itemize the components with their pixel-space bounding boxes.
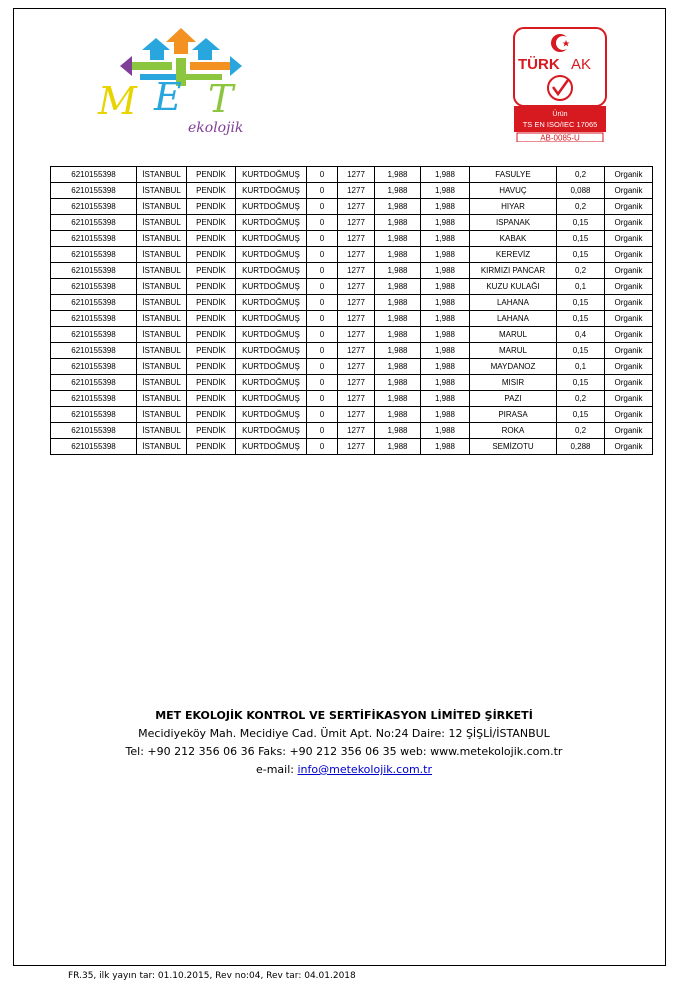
table-cell: KURTDOĞMUŞ (236, 215, 307, 231)
table-cell: 1,988 (421, 199, 470, 215)
table-cell: 1,988 (375, 423, 421, 439)
table-cell: LAHANA (470, 295, 557, 311)
table-cell: 1,988 (421, 167, 470, 183)
table-cell: 1,988 (421, 359, 470, 375)
table-cell: PENDİK (187, 343, 236, 359)
table-cell: 1,988 (421, 407, 470, 423)
table-cell: Organik (605, 295, 653, 311)
table-cell: 0,2 (557, 199, 605, 215)
table-cell: Organik (605, 439, 653, 455)
table-cell: 0,2 (557, 423, 605, 439)
table-cell: PENDİK (187, 407, 236, 423)
table-cell: Organik (605, 247, 653, 263)
table-cell: 1277 (338, 311, 375, 327)
table-row (51, 231, 653, 247)
table-cell: 0,2 (557, 263, 605, 279)
table-cell: 1277 (338, 263, 375, 279)
table-cell: Organik (605, 343, 653, 359)
table-cell: 6210155398 (51, 391, 137, 407)
table-cell: KURTDOĞMUŞ (236, 439, 307, 455)
table-cell: 0 (307, 247, 338, 263)
table-cell: 0,15 (557, 343, 605, 359)
table-row (51, 327, 653, 343)
table-cell: Organik (605, 423, 653, 439)
table-cell: 0 (307, 423, 338, 439)
table-body (51, 167, 653, 455)
table-cell: 1,988 (375, 295, 421, 311)
table-cell: İSTANBUL (137, 167, 187, 183)
table-cell: PENDİK (187, 231, 236, 247)
table-cell: 6210155398 (51, 295, 137, 311)
table-cell: KURTDOĞMUŞ (236, 391, 307, 407)
table-cell: 1,988 (421, 215, 470, 231)
table-row (51, 359, 653, 375)
table-cell: 1,988 (375, 375, 421, 391)
table-cell: 1,988 (421, 439, 470, 455)
table-cell: İSTANBUL (137, 439, 187, 455)
table-cell: 1,988 (375, 359, 421, 375)
table-cell: KURTDOĞMUŞ (236, 311, 307, 327)
table-cell: 1,988 (421, 183, 470, 199)
table-cell: 1,988 (375, 263, 421, 279)
table-cell: İSTANBUL (137, 423, 187, 439)
table-cell: 1,988 (375, 391, 421, 407)
table-cell: 0,088 (557, 183, 605, 199)
company-address: Mecidiyeköy Mah. Mecidiye Cad. Ümit Apt. No:24 Daire: 12 ŞİŞLİ/İSTANBUL (138, 727, 550, 740)
table-cell: 0 (307, 215, 338, 231)
table-cell: İSTANBUL (137, 327, 187, 343)
table-cell: 1,988 (375, 439, 421, 455)
table-row (51, 199, 653, 215)
table-cell: 0,1 (557, 279, 605, 295)
table-cell: İSTANBUL (137, 279, 187, 295)
table-cell: LAHANA (470, 311, 557, 327)
table-cell: 0,15 (557, 311, 605, 327)
logo-letter-t: T (208, 77, 234, 121)
table-cell: 6210155398 (51, 263, 137, 279)
table-cell: 1277 (338, 199, 375, 215)
table-cell: Organik (605, 263, 653, 279)
turkak-brand-a: TÜRK (518, 56, 560, 73)
table-cell: 1277 (338, 183, 375, 199)
table-cell: 0 (307, 199, 338, 215)
table-cell: PENDİK (187, 279, 236, 295)
table-cell: İSTANBUL (137, 375, 187, 391)
table-cell: 1,988 (375, 231, 421, 247)
table-cell: 1,988 (421, 295, 470, 311)
table-row (51, 311, 653, 327)
table-cell: 0 (307, 279, 338, 295)
table-cell: ROKA (470, 423, 557, 439)
table-cell: 1,988 (375, 199, 421, 215)
table-cell: KURTDOĞMUŞ (236, 247, 307, 263)
table-cell: 1277 (338, 407, 375, 423)
table-cell: 1,988 (375, 167, 421, 183)
table-cell: 1277 (338, 279, 375, 295)
table-cell: KURTDOĞMUŞ (236, 231, 307, 247)
table-row (51, 279, 653, 295)
turkak-logo (513, 27, 607, 142)
table-cell: 6210155398 (51, 311, 137, 327)
table-cell: KURTDOĞMUŞ (236, 183, 307, 199)
table-cell: PENDİK (187, 327, 236, 343)
table-cell: 1,988 (421, 231, 470, 247)
table-cell: İSTANBUL (137, 263, 187, 279)
table-cell: İSTANBUL (137, 391, 187, 407)
table-row (51, 263, 653, 279)
table-cell: PENDİK (187, 167, 236, 183)
table-cell: 1,988 (421, 375, 470, 391)
table-cell: 0,2 (557, 391, 605, 407)
table-cell: 0 (307, 343, 338, 359)
table-cell: 0,4 (557, 327, 605, 343)
table-cell: 1,988 (375, 279, 421, 295)
table-cell: 0,15 (557, 375, 605, 391)
email-label: e-mail: (255, 763, 298, 776)
table-cell: 0,288 (557, 439, 605, 455)
table-cell: İSTANBUL (137, 215, 187, 231)
table-cell: FASULYE (470, 167, 557, 183)
table-cell: İSTANBUL (137, 231, 187, 247)
table-cell: 1277 (338, 327, 375, 343)
table-cell: 0 (307, 327, 338, 343)
table-cell: İSTANBUL (137, 359, 187, 375)
table-cell: 1,988 (421, 263, 470, 279)
table-cell: KURTDOĞMUŞ (236, 279, 307, 295)
table-cell: 0 (307, 295, 338, 311)
table-cell: 0,15 (557, 247, 605, 263)
table-cell: 0 (307, 167, 338, 183)
table-cell: PENDİK (187, 311, 236, 327)
table-cell: PENDİK (187, 391, 236, 407)
table-cell: MARUL (470, 343, 557, 359)
table-cell: 1,988 (421, 327, 470, 343)
table-cell: KURTDOĞMUŞ (236, 167, 307, 183)
table-cell: KURTDOĞMUŞ (236, 263, 307, 279)
table-cell: 1,988 (421, 423, 470, 439)
table-cell: 1277 (338, 423, 375, 439)
table-cell: 6210155398 (51, 407, 137, 423)
table-cell: Organik (605, 215, 653, 231)
table-cell: KABAK (470, 231, 557, 247)
table-cell: 6210155398 (51, 359, 137, 375)
logo-letter-m: M (98, 79, 137, 123)
table-cell: 1,988 (421, 343, 470, 359)
table-cell: 6210155398 (51, 375, 137, 391)
table-cell: İSTANBUL (137, 343, 187, 359)
table-cell: 6210155398 (51, 439, 137, 455)
met-ekolojik-logo (96, 24, 266, 144)
table-cell: KUZU KULAĞI (470, 279, 557, 295)
table-cell: 1,988 (421, 279, 470, 295)
table-cell: 1,988 (421, 247, 470, 263)
table-cell: Organik (605, 183, 653, 199)
table-cell: KURTDOĞMUŞ (236, 327, 307, 343)
table-cell: PENDİK (187, 423, 236, 439)
table-cell: Organik (605, 407, 653, 423)
turkak-line1: Ürün (552, 111, 568, 118)
table-cell: SEMİZOTU (470, 439, 557, 455)
table-cell: 1277 (338, 215, 375, 231)
table-cell: KEREVİZ (470, 247, 557, 263)
table-cell: PENDİK (187, 215, 236, 231)
table-cell: 1277 (338, 295, 375, 311)
company-contact: Tel: +90 212 356 06 36 Faks: +90 212 356 06 35 web: www.metekolojik.com.tr (125, 745, 563, 758)
table-cell: 0 (307, 375, 338, 391)
table-cell: 0,15 (557, 215, 605, 231)
table-cell: KURTDOĞMUŞ (236, 343, 307, 359)
table-cell: Organik (605, 375, 653, 391)
table-cell: 6210155398 (51, 343, 137, 359)
table-cell: Organik (605, 311, 653, 327)
table-cell: 1277 (338, 391, 375, 407)
table-cell: 1,988 (375, 183, 421, 199)
turkak-line2: TS EN ISO/IEC 17065 (522, 120, 598, 129)
table-cell: 1277 (338, 247, 375, 263)
table-cell: 1,988 (375, 407, 421, 423)
table-cell: 1277 (338, 439, 375, 455)
table-cell: KURTDOĞMUŞ (236, 407, 307, 423)
table-cell: 0 (307, 183, 338, 199)
table-cell: HAVUÇ (470, 183, 557, 199)
table-cell: 1277 (338, 375, 375, 391)
table-cell: ISPANAK (470, 215, 557, 231)
table-cell: PENDİK (187, 263, 236, 279)
table-cell: 6210155398 (51, 167, 137, 183)
table-cell: 6210155398 (51, 247, 137, 263)
document-revision-note: FR.35, ilk yayın tar: 01.10.2015, Rev no:04, Rev tar: 04.01.2018 (68, 971, 356, 981)
table-cell: 1277 (338, 231, 375, 247)
table-cell: Organik (605, 359, 653, 375)
table-cell: 6210155398 (51, 231, 137, 247)
table-cell: İSTANBUL (137, 199, 187, 215)
table-cell: 6210155398 (51, 183, 137, 199)
table-cell: KURTDOĞMUŞ (236, 199, 307, 215)
table-cell: 0,15 (557, 407, 605, 423)
table-cell: 1,988 (375, 327, 421, 343)
table-cell: PENDİK (187, 359, 236, 375)
table-cell: Organik (605, 327, 653, 343)
company-name: MET EKOLOJİK KONTROL VE SERTİFİKASYON LİMİTED ŞİRKETİ (155, 709, 533, 722)
table-cell: 0 (307, 231, 338, 247)
table-cell: 0,2 (557, 167, 605, 183)
table-cell: Organik (605, 167, 653, 183)
table-cell: 1,988 (375, 311, 421, 327)
table-cell: KURTDOĞMUŞ (236, 295, 307, 311)
table-cell: 1,988 (375, 215, 421, 231)
table-cell: 1277 (338, 167, 375, 183)
table-cell: MARUL (470, 327, 557, 343)
table-cell: PENDİK (187, 199, 236, 215)
table-cell: KURTDOĞMUŞ (236, 375, 307, 391)
table-cell: 1,988 (421, 391, 470, 407)
company-email-line (0, 761, 688, 779)
table-cell: 1,988 (375, 343, 421, 359)
table-cell: MISIR (470, 375, 557, 391)
logo-letter-e: E (154, 75, 182, 119)
table-cell: Organik (605, 391, 653, 407)
table-cell: PAZI (470, 391, 557, 407)
page-border (13, 8, 666, 966)
products-table (50, 166, 653, 455)
table-cell: HIYAR (470, 199, 557, 215)
table-row (51, 167, 653, 183)
table-row (51, 247, 653, 263)
table-row (51, 215, 653, 231)
table-cell: PENDİK (187, 375, 236, 391)
table-row (51, 391, 653, 407)
table-cell: 1277 (338, 343, 375, 359)
table-cell: KIRMIZI PANCAR (470, 263, 557, 279)
table-cell: 0 (307, 263, 338, 279)
table-row (51, 423, 653, 439)
table-cell: MAYDANOZ (470, 359, 557, 375)
table-cell: İSTANBUL (137, 407, 187, 423)
table-row (51, 295, 653, 311)
turkak-brand-b: AK (571, 56, 592, 73)
table-cell: 0,1 (557, 359, 605, 375)
table-cell: 0 (307, 391, 338, 407)
table-cell: 1,988 (421, 311, 470, 327)
table-cell: Organik (605, 231, 653, 247)
table-cell: 6210155398 (51, 423, 137, 439)
table-cell: İSTANBUL (137, 247, 187, 263)
table-cell: 0,15 (557, 231, 605, 247)
table-cell: Organik (605, 279, 653, 295)
table-cell: PENDİK (187, 183, 236, 199)
table-cell: 0 (307, 311, 338, 327)
table-row (51, 343, 653, 359)
table-cell: PIRASA (470, 407, 557, 423)
table-cell: 0 (307, 359, 338, 375)
table-cell: 1,988 (375, 247, 421, 263)
table-cell: İSTANBUL (137, 311, 187, 327)
table-row (51, 439, 653, 455)
table-cell: PENDİK (187, 295, 236, 311)
table-row (51, 407, 653, 423)
table-cell: 6210155398 (51, 199, 137, 215)
table-cell: 0,15 (557, 295, 605, 311)
table-cell: KURTDOĞMUŞ (236, 423, 307, 439)
table-cell: İSTANBUL (137, 183, 187, 199)
table-cell: 6210155398 (51, 215, 137, 231)
table-row (51, 375, 653, 391)
logo-subtitle: ekolojik (188, 120, 244, 136)
table-cell: İSTANBUL (137, 295, 187, 311)
turkak-accreditation: AB-0085-U (540, 133, 580, 142)
table-cell: 0 (307, 407, 338, 423)
table-cell: 1277 (338, 359, 375, 375)
email-link[interactable]: info@metekolojik.com.tr (297, 763, 432, 776)
table-cell: PENDİK (187, 247, 236, 263)
footer (0, 707, 688, 779)
table-cell: Organik (605, 199, 653, 215)
table-cell: KURTDOĞMUŞ (236, 359, 307, 375)
table-cell: PENDİK (187, 439, 236, 455)
table-cell: 6210155398 (51, 279, 137, 295)
table-cell: 0 (307, 439, 338, 455)
table-row (51, 183, 653, 199)
table-cell: 6210155398 (51, 327, 137, 343)
